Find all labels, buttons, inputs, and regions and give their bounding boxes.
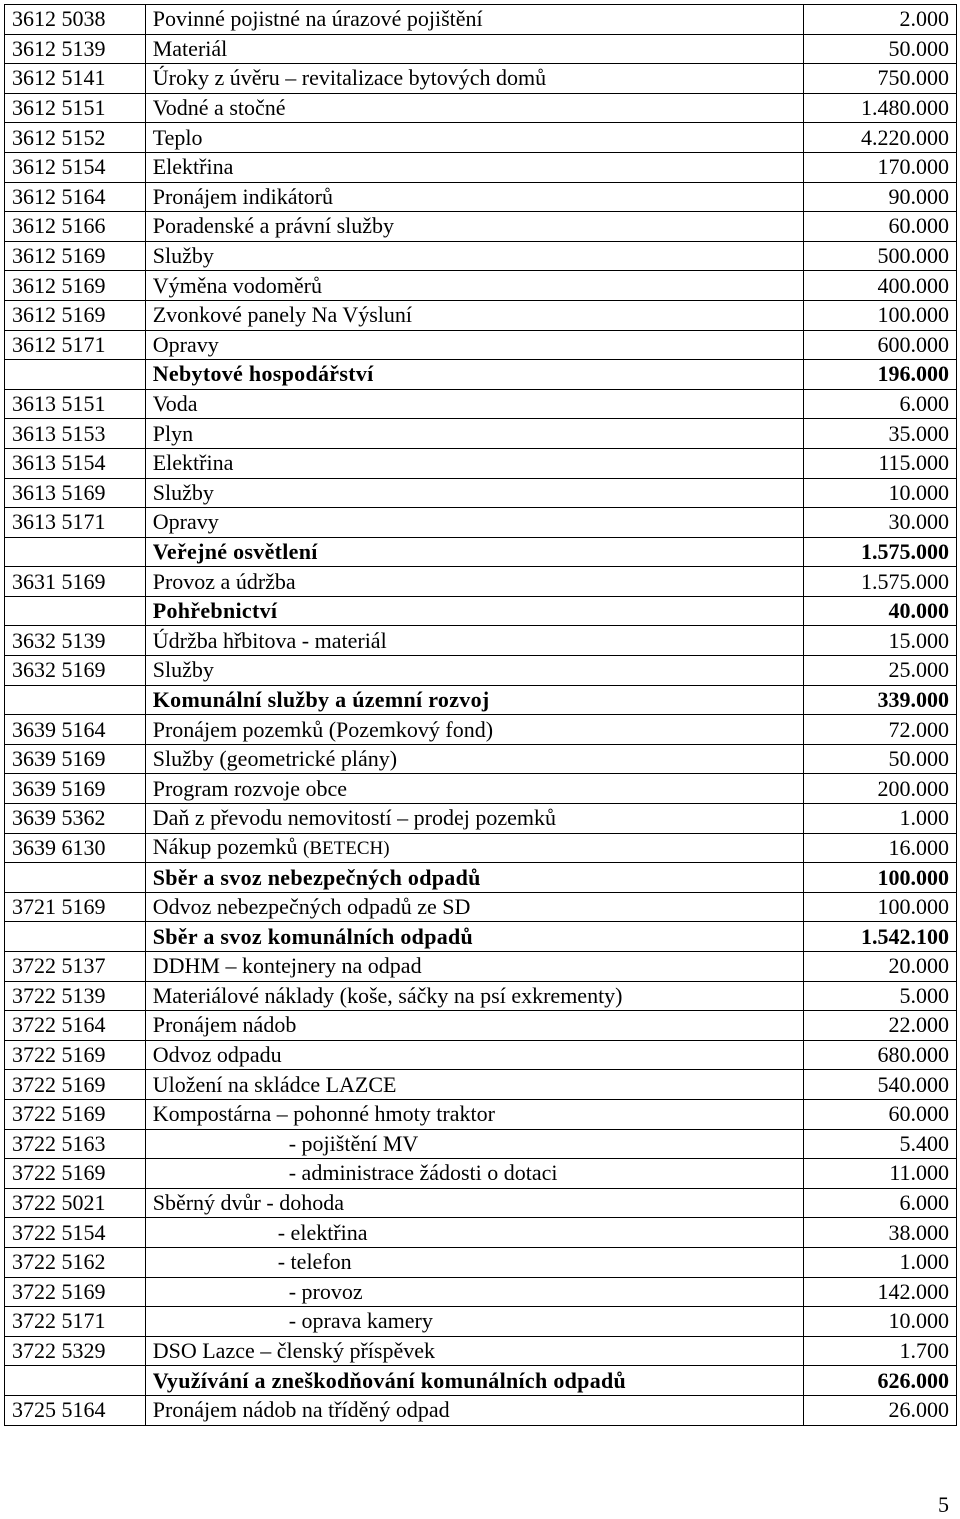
description-cell bbox=[145, 567, 803, 597]
description-text: Zvonkové panely Na Výsluní bbox=[152, 302, 413, 328]
account-code-cell: 3722 5169 bbox=[5, 1040, 146, 1070]
table-row bbox=[5, 1277, 957, 1307]
amount-cell: 100.000 bbox=[804, 300, 957, 330]
amount-cell: 22.000 bbox=[804, 1011, 957, 1041]
description-text: Materiál bbox=[152, 35, 228, 61]
section-row bbox=[5, 922, 957, 952]
account-code-cell: 3722 5163 bbox=[5, 1129, 146, 1159]
amount-cell: 200.000 bbox=[804, 774, 957, 804]
table-row bbox=[5, 241, 957, 271]
description-text: Opravy bbox=[152, 331, 219, 357]
table-row bbox=[5, 744, 957, 774]
description-text: Nebytové hospodářství bbox=[152, 361, 374, 387]
account-code-cell: 3612 5154 bbox=[5, 152, 146, 182]
account-code-cell: 3722 5169 bbox=[5, 1070, 146, 1100]
account-code-cell: 3613 5154 bbox=[5, 448, 146, 478]
description-cell bbox=[145, 64, 803, 94]
account-code-cell: 3722 5171 bbox=[5, 1307, 146, 1337]
amount-cell: 25.000 bbox=[804, 656, 957, 686]
description-cell bbox=[145, 1307, 803, 1337]
table-row bbox=[5, 567, 957, 597]
description-cell bbox=[145, 1395, 803, 1425]
description-cell bbox=[145, 774, 803, 804]
account-code-cell: 3722 5154 bbox=[5, 1218, 146, 1248]
amount-cell: 100.000 bbox=[804, 892, 957, 922]
amount-cell: 1.000 bbox=[804, 1247, 957, 1277]
table-row bbox=[5, 419, 957, 449]
table-row bbox=[5, 1188, 957, 1218]
description-cell bbox=[145, 715, 803, 745]
budget-table-body bbox=[5, 5, 957, 1426]
table-row bbox=[5, 34, 957, 64]
description-text: Nákup pozemků bbox=[152, 833, 304, 859]
description-text: Sběrný dvůr - dohoda bbox=[152, 1190, 344, 1216]
description-text: Služby bbox=[152, 243, 214, 269]
description-cell bbox=[145, 34, 803, 64]
account-code-cell bbox=[5, 360, 146, 390]
account-code-cell: 3631 5169 bbox=[5, 567, 146, 597]
amount-cell: 680.000 bbox=[804, 1040, 957, 1070]
table-row bbox=[5, 1247, 957, 1277]
amount-cell: 5.400 bbox=[804, 1129, 957, 1159]
account-code-cell bbox=[5, 922, 146, 952]
table-row bbox=[5, 389, 957, 419]
description-text: Pohřebnictví bbox=[152, 598, 278, 624]
description-cell bbox=[145, 626, 803, 656]
description-text: Úroky z úvěru – revitalizace bytových domů bbox=[152, 65, 547, 91]
account-code-cell: 3632 5169 bbox=[5, 656, 146, 686]
description-cell bbox=[145, 1218, 803, 1248]
description-text: - elektřina bbox=[277, 1219, 368, 1245]
account-code-cell: 3721 5169 bbox=[5, 892, 146, 922]
account-code-cell: 3722 5162 bbox=[5, 1247, 146, 1277]
account-code-cell: 3612 5169 bbox=[5, 271, 146, 301]
account-code-cell: 3725 5164 bbox=[5, 1395, 146, 1425]
amount-cell: 50.000 bbox=[804, 34, 957, 64]
amount-cell: 11.000 bbox=[804, 1159, 957, 1189]
account-code-cell: 3613 5151 bbox=[5, 389, 146, 419]
description-cell bbox=[145, 123, 803, 153]
description-cell bbox=[145, 1070, 803, 1100]
description-cell bbox=[145, 952, 803, 982]
description-text: Pronájem pozemků (Pozemkový fond) bbox=[152, 716, 494, 742]
account-code-cell: 3612 5166 bbox=[5, 212, 146, 242]
table-row bbox=[5, 1040, 957, 1070]
description-text: Komunální služby a územní rozvoj bbox=[152, 686, 490, 712]
account-code-cell: 3613 5171 bbox=[5, 508, 146, 538]
description-text: Sběr a svoz komunálních odpadů bbox=[152, 923, 474, 949]
description-text: Veřejné osvětlení bbox=[152, 538, 318, 564]
table-row bbox=[5, 212, 957, 242]
section-row bbox=[5, 863, 957, 893]
description-text: Elektřina bbox=[152, 450, 234, 476]
section-row bbox=[5, 596, 957, 626]
amount-cell: 10.000 bbox=[804, 1307, 957, 1337]
amount-cell: 1.700 bbox=[804, 1336, 957, 1366]
description-text: Provoz a údržba bbox=[152, 568, 296, 594]
description-text: Údržba hřbitova - materiál bbox=[152, 627, 387, 653]
table-row bbox=[5, 5, 957, 35]
description-cell bbox=[145, 241, 803, 271]
amount-cell: 170.000 bbox=[804, 152, 957, 182]
amount-cell: 626.000 bbox=[804, 1366, 957, 1396]
amount-cell: 16.000 bbox=[804, 833, 957, 863]
section-title-cell bbox=[145, 863, 803, 893]
description-cell bbox=[145, 419, 803, 449]
description-text: DSO Lazce – členský příspěvek bbox=[152, 1338, 435, 1364]
amount-cell: 15.000 bbox=[804, 626, 957, 656]
amount-cell: 1.542.100 bbox=[804, 922, 957, 952]
description-text: Služby (geometrické plány) bbox=[152, 746, 398, 772]
description-text: - provoz bbox=[288, 1278, 363, 1304]
account-code-cell: 3722 5164 bbox=[5, 1011, 146, 1041]
description-cell bbox=[145, 152, 803, 182]
description-text: - oprava kamery bbox=[288, 1308, 433, 1334]
table-row bbox=[5, 804, 957, 834]
description-cell bbox=[145, 833, 803, 863]
account-code-cell: 3612 5171 bbox=[5, 330, 146, 360]
amount-cell: 6.000 bbox=[804, 1188, 957, 1218]
description-note: (BETECH) bbox=[303, 837, 390, 859]
amount-cell: 142.000 bbox=[804, 1277, 957, 1307]
amount-cell: 35.000 bbox=[804, 419, 957, 449]
description-cell bbox=[145, 389, 803, 419]
description-text: Pronájem indikátorů bbox=[152, 183, 333, 209]
description-text: Sběr a svoz nebezpečných odpadů bbox=[152, 864, 481, 890]
description-text: Pronájem nádob bbox=[152, 1012, 297, 1038]
description-text: Služby bbox=[152, 657, 214, 683]
table-row bbox=[5, 123, 957, 153]
description-text: Odvoz odpadu bbox=[152, 1042, 282, 1068]
account-code-cell: 3612 5164 bbox=[5, 182, 146, 212]
account-code-cell bbox=[5, 1366, 146, 1396]
table-row bbox=[5, 833, 957, 863]
table-row bbox=[5, 64, 957, 94]
section-title-cell bbox=[145, 360, 803, 390]
description-text: Vodné a stočné bbox=[152, 95, 286, 121]
table-row bbox=[5, 182, 957, 212]
amount-cell: 196.000 bbox=[804, 360, 957, 390]
description-cell bbox=[145, 182, 803, 212]
description-cell bbox=[145, 1188, 803, 1218]
description-cell bbox=[145, 1247, 803, 1277]
account-code-cell: 3722 5021 bbox=[5, 1188, 146, 1218]
description-text: Kompostárna – pohonné hmoty traktor bbox=[152, 1101, 495, 1127]
description-text: Daň z převodu nemovitostí – prodej pozemků bbox=[152, 805, 556, 831]
account-code-cell: 3632 5139 bbox=[5, 626, 146, 656]
description-cell bbox=[145, 508, 803, 538]
description-text: Odvoz nebezpečných odpadů ze SD bbox=[152, 894, 471, 920]
description-cell bbox=[145, 5, 803, 35]
amount-cell: 72.000 bbox=[804, 715, 957, 745]
table-row bbox=[5, 892, 957, 922]
amount-cell: 1.575.000 bbox=[804, 537, 957, 567]
table-row bbox=[5, 1129, 957, 1159]
amount-cell: 2.000 bbox=[804, 5, 957, 35]
amount-cell: 6.000 bbox=[804, 389, 957, 419]
description-text: Pronájem nádob na tříděný odpad bbox=[152, 1397, 450, 1423]
description-text: Poradenské a právní služby bbox=[152, 213, 395, 239]
description-cell bbox=[145, 1159, 803, 1189]
amount-cell: 60.000 bbox=[804, 1099, 957, 1129]
description-text: Teplo bbox=[152, 124, 203, 150]
section-row bbox=[5, 1366, 957, 1396]
description-text: DDHM – kontejnery na odpad bbox=[152, 953, 422, 979]
amount-cell: 20.000 bbox=[804, 952, 957, 982]
account-code-cell: 3612 5141 bbox=[5, 64, 146, 94]
account-code-cell: 3612 5038 bbox=[5, 5, 146, 35]
table-row bbox=[5, 981, 957, 1011]
account-code-cell bbox=[5, 537, 146, 567]
description-cell bbox=[145, 892, 803, 922]
account-code-cell: 3612 5169 bbox=[5, 241, 146, 271]
section-row bbox=[5, 360, 957, 390]
section-title-cell bbox=[145, 1366, 803, 1396]
section-title-cell bbox=[145, 685, 803, 715]
amount-cell: 400.000 bbox=[804, 271, 957, 301]
table-row bbox=[5, 1159, 957, 1189]
account-code-cell: 3722 5329 bbox=[5, 1336, 146, 1366]
table-row bbox=[5, 1070, 957, 1100]
table-row bbox=[5, 1218, 957, 1248]
description-text: Služby bbox=[152, 479, 214, 505]
amount-cell: 90.000 bbox=[804, 182, 957, 212]
amount-cell: 339.000 bbox=[804, 685, 957, 715]
amount-cell: 500.000 bbox=[804, 241, 957, 271]
description-cell bbox=[145, 1336, 803, 1366]
table-row bbox=[5, 1336, 957, 1366]
account-code-cell bbox=[5, 685, 146, 715]
description-cell bbox=[145, 212, 803, 242]
account-code-cell: 3722 5169 bbox=[5, 1099, 146, 1129]
page-number: 5 bbox=[938, 1492, 949, 1517]
table-row bbox=[5, 152, 957, 182]
account-code-cell: 3639 5362 bbox=[5, 804, 146, 834]
table-row bbox=[5, 656, 957, 686]
description-cell bbox=[145, 448, 803, 478]
description-cell bbox=[145, 1277, 803, 1307]
amount-cell: 115.000 bbox=[804, 448, 957, 478]
table-row bbox=[5, 300, 957, 330]
table-row bbox=[5, 626, 957, 656]
table-row bbox=[5, 271, 957, 301]
account-code-cell: 3613 5169 bbox=[5, 478, 146, 508]
table-row bbox=[5, 448, 957, 478]
section-title-cell bbox=[145, 537, 803, 567]
amount-cell: 5.000 bbox=[804, 981, 957, 1011]
amount-cell: 4.220.000 bbox=[804, 123, 957, 153]
account-code-cell: 3722 5137 bbox=[5, 952, 146, 982]
description-cell bbox=[145, 981, 803, 1011]
account-code-cell: 3612 5151 bbox=[5, 93, 146, 123]
description-text: Plyn bbox=[152, 420, 194, 446]
account-code-cell: 3613 5153 bbox=[5, 419, 146, 449]
description-cell bbox=[145, 1099, 803, 1129]
section-row bbox=[5, 685, 957, 715]
description-cell bbox=[145, 271, 803, 301]
account-code-cell: 3722 5139 bbox=[5, 981, 146, 1011]
account-code-cell: 3639 5164 bbox=[5, 715, 146, 745]
description-text: Elektřina bbox=[152, 154, 234, 180]
amount-cell: 50.000 bbox=[804, 744, 957, 774]
account-code-cell: 3722 5169 bbox=[5, 1159, 146, 1189]
account-code-cell: 3722 5169 bbox=[5, 1277, 146, 1307]
table-row bbox=[5, 1307, 957, 1337]
table-row bbox=[5, 1099, 957, 1129]
account-code-cell: 3612 5152 bbox=[5, 123, 146, 153]
account-code-cell bbox=[5, 596, 146, 626]
description-cell bbox=[145, 1011, 803, 1041]
section-row bbox=[5, 537, 957, 567]
description-text: Materiálové náklady (koše, sáčky na psí exkrementy) bbox=[152, 982, 623, 1008]
description-text: - pojištění MV bbox=[288, 1130, 419, 1156]
amount-cell: 40.000 bbox=[804, 596, 957, 626]
amount-cell: 540.000 bbox=[804, 1070, 957, 1100]
table-row bbox=[5, 330, 957, 360]
table-row bbox=[5, 93, 957, 123]
description-text: - administrace žádosti o dotaci bbox=[288, 1160, 558, 1186]
table-row bbox=[5, 508, 957, 538]
description-cell bbox=[145, 1129, 803, 1159]
account-code-cell: 3639 5169 bbox=[5, 774, 146, 804]
account-code-cell bbox=[5, 863, 146, 893]
description-text: Využívání a zneškodňování komunálních odpadů bbox=[152, 1367, 627, 1393]
table-row bbox=[5, 1395, 957, 1425]
amount-cell: 750.000 bbox=[804, 64, 957, 94]
description-text: Uložení na skládce LAZCE bbox=[152, 1071, 397, 1097]
description-cell bbox=[145, 744, 803, 774]
table-row bbox=[5, 1011, 957, 1041]
table-row bbox=[5, 715, 957, 745]
section-title-cell bbox=[145, 596, 803, 626]
table-row bbox=[5, 774, 957, 804]
amount-cell: 38.000 bbox=[804, 1218, 957, 1248]
description-cell bbox=[145, 478, 803, 508]
description-cell bbox=[145, 93, 803, 123]
description-text: Opravy bbox=[152, 509, 219, 535]
description-text: - telefon bbox=[277, 1249, 352, 1275]
description-text: Voda bbox=[152, 391, 198, 417]
description-text: Povinné pojistné na úrazové pojištění bbox=[152, 6, 483, 32]
description-text: Program rozvoje obce bbox=[152, 775, 347, 801]
description-cell bbox=[145, 1040, 803, 1070]
amount-cell: 30.000 bbox=[804, 508, 957, 538]
description-cell bbox=[145, 300, 803, 330]
amount-cell: 60.000 bbox=[804, 212, 957, 242]
account-code-cell: 3639 6130 bbox=[5, 833, 146, 863]
amount-cell: 10.000 bbox=[804, 478, 957, 508]
amount-cell: 26.000 bbox=[804, 1395, 957, 1425]
description-cell bbox=[145, 804, 803, 834]
account-code-cell: 3612 5139 bbox=[5, 34, 146, 64]
description-cell bbox=[145, 330, 803, 360]
amount-cell: 1.000 bbox=[804, 804, 957, 834]
amount-cell: 1.480.000 bbox=[804, 93, 957, 123]
account-code-cell: 3612 5169 bbox=[5, 300, 146, 330]
description-text: Výměna vodoměrů bbox=[152, 272, 322, 298]
amount-cell: 600.000 bbox=[804, 330, 957, 360]
description-cell bbox=[145, 656, 803, 686]
amount-cell: 100.000 bbox=[804, 863, 957, 893]
amount-cell: 1.575.000 bbox=[804, 567, 957, 597]
table-row bbox=[5, 478, 957, 508]
budget-table bbox=[4, 4, 957, 1426]
section-title-cell bbox=[145, 922, 803, 952]
account-code-cell: 3639 5169 bbox=[5, 744, 146, 774]
table-row bbox=[5, 952, 957, 982]
